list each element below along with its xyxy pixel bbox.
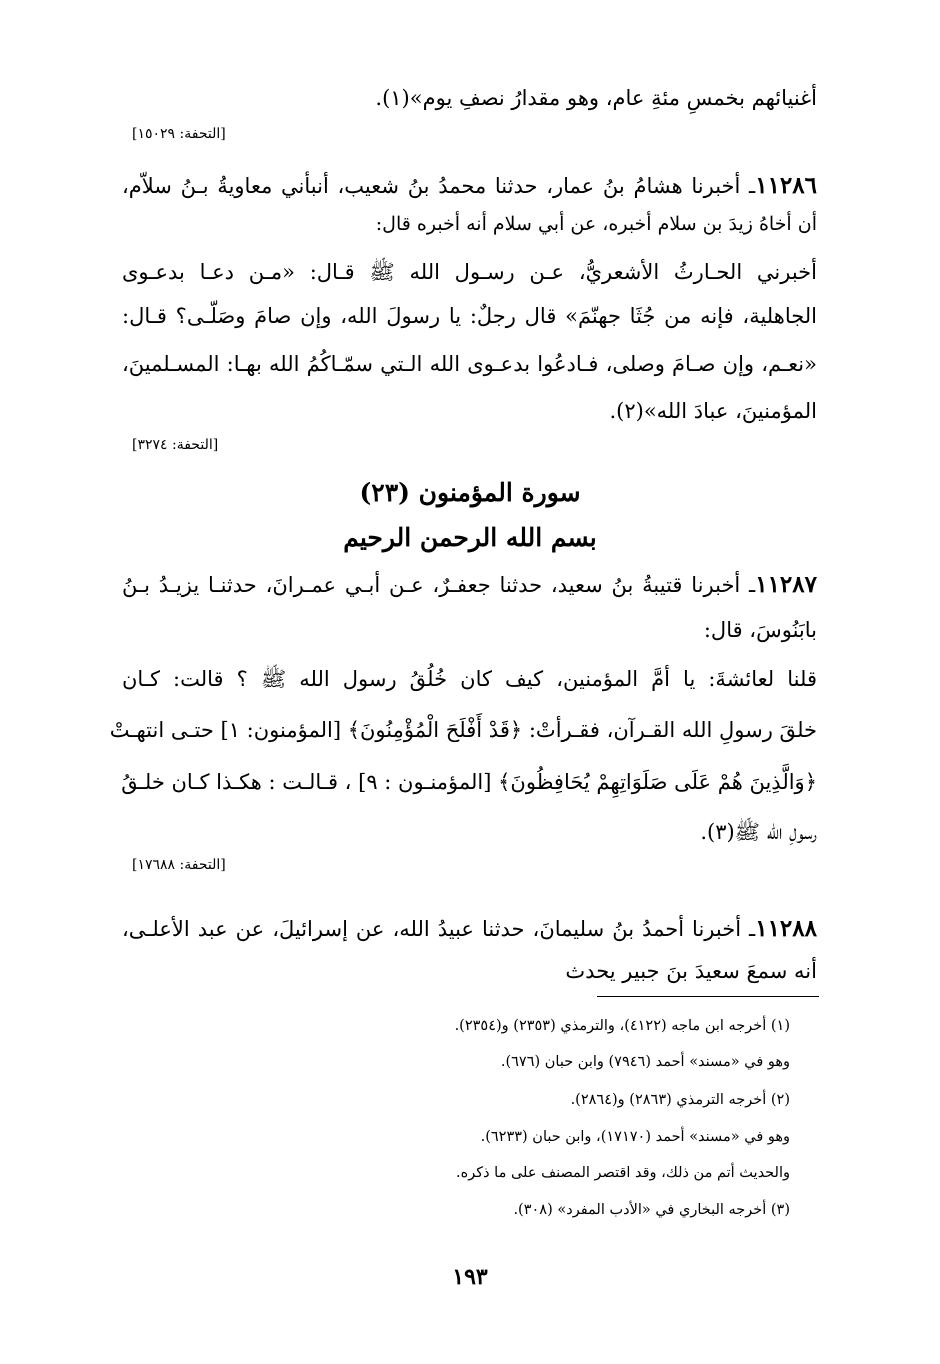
footnote: (٢) أخرجه الترمذي (٢٨٦٣) و(٢٨٦٤). bbox=[570, 1092, 790, 1108]
tuhfa-reference: [التحفة: ٣٢٧٤] bbox=[132, 437, 219, 453]
matn-line: أخبرني الحـارثُ الأشعريُّ، عـن رسـول الله ﷺ قـال: «مـن دعـا بدعـوى bbox=[122, 260, 817, 284]
footnote: (٣) أخرجه البخاري في «الأدب المفرد» (٣٠٨). bbox=[513, 1202, 790, 1218]
footnote: (١) أخرجه ابن ماجه (٤١٢٢)، والترمذي (٢٣٥٣) و(٢٣٥٤). bbox=[454, 1018, 790, 1034]
hadith-heading bbox=[122, 909, 817, 949]
page-number: ١٩٣ bbox=[452, 1264, 488, 1290]
isnad-text: ـ أخبرنا قتيبةُ بنُ سعيد، حدثنا جعفـرٌ، عـن أبـي عمـرانَ، حدثنـا يزيـدُ بـنُ bbox=[122, 573, 756, 597]
tuhfa-reference: [التحفة: ١٥٠٢٩] bbox=[132, 126, 226, 142]
hadith-heading bbox=[122, 166, 817, 206]
text-line: أغنيائهم بخمسِ مئةِ عام، وهو مقدارُ نصفِ يوم»(١). bbox=[375, 86, 817, 110]
footnote: والحديث أتم من ذلك، وقد اقتصر المصنف على ما ذكره. bbox=[455, 1165, 790, 1181]
hadith-heading bbox=[122, 565, 817, 605]
footnote: وهو في «مسند» أحمد (٧٩٤٦) وابن حبان (٦٧٦). bbox=[500, 1054, 790, 1070]
isnad-text: أن أخاهُ زيدَ بن سلام أخبره، عن أبي سلام أنه أخبره قال: bbox=[375, 213, 817, 235]
footnote: وهو في «مسند» أحمد (١٧١٧٠)، وابن حبان (٦٢٣٣). bbox=[480, 1129, 790, 1145]
hadith-number: ١١٢٨٧ bbox=[755, 571, 817, 598]
tuhfa-reference: [التحفة: ١٧٦٨٨] bbox=[132, 857, 226, 873]
matn-line: الجاهلية، فإنه من جُثَا جهنّمَ» قال رجلٌ: يا رسولَ الله، وإن صامَ وصَلّـى؟ قـال: bbox=[122, 304, 817, 328]
matn-line: رسولِ الله ﷺ(٣). bbox=[700, 820, 817, 844]
matn-line: المؤمنينَ، عبادَ الله»(٢). bbox=[609, 399, 817, 423]
hadith-number: ١١٢٨٨ bbox=[755, 915, 817, 942]
sura-title: سورة المؤمنون (٢٣) bbox=[359, 478, 581, 507]
footnote-separator bbox=[597, 996, 819, 997]
matn-line: «نعـم، وإن صـامَ وصلى، فـادعُوا بدعـوى الله الـتي سمّـاكُمُ الله بهـا: المسـلمينَ، bbox=[122, 352, 817, 376]
isnad-text: أنه سمعَ سعيدَ بنَ جبير يحدث bbox=[565, 959, 817, 983]
isnad-text: بابَنُوسَ، قال: bbox=[703, 618, 817, 642]
isnad-text: ـ أخبرنا هشامُ بنُ عمار، حدثنا محمدُ بنُ شعيب، أنبأني معاويةُ بـنُ سلاّم، bbox=[122, 174, 756, 198]
basmala: بسم الله الرحمن الرحيم bbox=[343, 523, 597, 552]
matn-line: خلقَ رسولِ الله القـرآن، فقـرأتْ: ﴿قَدْ أَفْلَحَ الْمُؤْمِنُونَ﴾ [المؤمنون: ١] حتـى انتهـتْ bbox=[109, 718, 817, 742]
isnad-text: ـ أخبرنا أحمدُ بنُ سليمانَ، حدثنا عبيدُ الله، عن إسرائيلَ، عن عبد الأعلـى، bbox=[122, 917, 756, 941]
hadith-number: ١١٢٨٦ bbox=[755, 172, 817, 199]
matn-line: ﴿وَالَّذِينَ هُمْ عَلَى صَلَوَاتِهِمْ يُحَافِظُونَ﴾ [المؤمنـون : ٩] ، قـالـت : هكـذا كـان خلـقُ bbox=[121, 770, 817, 794]
matn-line: قلنا لعائشةَ: يا أمَّ المؤمنين، كيف كان خُلُقُ رسول الله ﷺ ؟ قالت: كـان bbox=[122, 667, 817, 691]
